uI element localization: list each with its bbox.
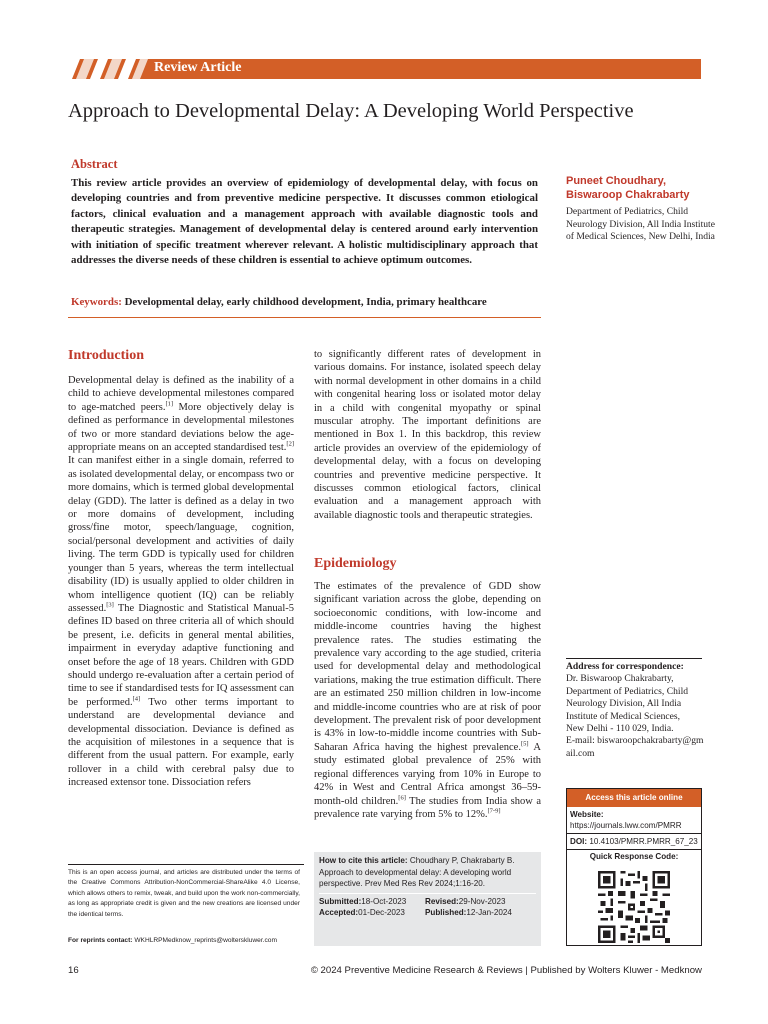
author-line-2: Biswaroop Chakrabarty <box>566 189 690 201</box>
author-affiliation: Department of Pediatrics, Child Neurology Division, All India Institute of Medical Sciences, New Delhi, India <box>566 206 715 243</box>
keywords-label: Keywords: <box>71 296 122 308</box>
citation-dates-row-2 <box>319 907 536 919</box>
intro-text-1: Developmental delay is defined as the inability of a child to achieve developmental milestones compared to age-matched peers. <box>68 375 294 413</box>
intro-text-4: The Diagnostic and Statistical Manual-5 defines ID based on three criteria all of which should be present, i.e. deficits in general mental abilities, impairment in everyday adaptive functioning and onset before the age of 18 years. Children with GDD should undergo re-evaluation after a certain period of time to see if standardised tests for IQ assessment can be performed. <box>68 602 294 708</box>
citation-ref[interactable]: [1] <box>165 400 174 408</box>
article-title: Approach to Developmental Delay: A Developing World Perspective <box>68 100 634 122</box>
license-text: This is an open access journal, and articles are distributed under the terms of the Creative Commons Attribution-NonCommercial-ShareAlike 4.0 License, which allows others to remix, tweak, and build upon the work non-commercially, as long as appropriate credit is given and the new creations are licensed under the identical terms. <box>68 869 300 918</box>
citation-ref[interactable]: [2] <box>286 440 294 448</box>
reprints-contact <box>68 937 308 944</box>
epidemiology-body <box>314 580 541 821</box>
page-number: 16 <box>68 965 79 976</box>
banner-stripes-decoration <box>68 59 158 79</box>
revised-value: 29-Nov-2023 <box>458 896 506 906</box>
doi-row <box>567 834 701 850</box>
submitted-label: Submitted: <box>319 896 362 906</box>
abstract-text: This review article provides an overview of epidemiology of developmental delay, with focus on developing countries and from preventive medicine perspective. It discusses common etiological factors, clinical evaluation and a management approach with available diagnostic tools and therapeutic strategies. Management of developmental delay is centered around early intervention with initiation of specific treatment wherever relevant. A holistic multidisciplinary approach that addresses the diverse needs of these children is essential to achieve optimum outcomes. <box>71 177 538 267</box>
intro-text-2: More objectively delay is defined as performance in developmental milestones of two or more standard deviations below the age-appropriate means on an accepted standardised test. <box>68 401 294 454</box>
website-row <box>567 807 701 834</box>
citation-label: How to cite this article: <box>319 856 408 865</box>
correspondence-department: Department of Pediatrics, Child Neurology Division, All India Institute of Medical Sciences, <box>566 685 689 722</box>
qr-code-icon[interactable] <box>598 871 670 943</box>
correspondence-label: Address for correspondence: <box>566 661 684 672</box>
published-label: Published: <box>425 908 467 918</box>
correspondence-city: New Delhi - 110 029, India. <box>566 723 674 735</box>
correspondence-divider <box>566 658 702 659</box>
doi-label: DOI: <box>570 837 588 846</box>
reprints-email[interactable]: WKHLRPMedknow_reprints@wolterskluwer.com <box>132 937 277 944</box>
accepted-value: 01-Dec-2023 <box>358 908 405 918</box>
doi-link[interactable]: 10.4103/PMRR.PMRR_67_23 <box>587 837 698 846</box>
author-line-1: Puneet Choudhary, <box>566 175 667 187</box>
keywords <box>71 296 541 308</box>
citation-box <box>314 852 541 946</box>
author-names <box>566 174 716 202</box>
citation-text <box>319 855 536 890</box>
published-date <box>425 907 512 919</box>
correspondence-name: Dr. Biswaroop Chakrabarty, <box>566 673 674 685</box>
access-online-header: Access this article online <box>567 789 701 807</box>
citation-divider <box>319 893 536 894</box>
article-type-label: Review Article <box>154 60 242 75</box>
epi-text-1: The estimates of the prevalence of GDD show significant variation across the globe, depending on socioeconomic conditions, with low-income and middle-income countries having the highest prevalence rates. The studies estimating the prevalence vary according to the age studied, criteria used for developmental delay and methodological variations, making the true estimation difficult. There are an estimated 250 million children in low-income and middle-income countries who are at risk of poor development. The prevalent risk of poor development is 43% in low-to-middle income countries with Sub-Saharan Africa having the highest prevalence. <box>314 581 541 753</box>
introduction-heading: Introduction <box>68 348 144 363</box>
keywords-list: Developmental delay, early childhood development, India, primary healthcare <box>124 296 487 308</box>
citation-ref[interactable]: [5] <box>520 740 529 748</box>
introduction-body <box>68 374 294 790</box>
reprints-label: For reprints contact: <box>68 937 133 944</box>
submitted-date <box>319 896 425 908</box>
citation-dates-row-1 <box>319 896 536 908</box>
footer-copyright: © 2024 Preventive Medicine Research & Reviews | Published by Wolters Kluwer - Medknow <box>310 965 702 976</box>
correspondence-email[interactable]: E-mail: biswaroopchakrabarty@gmail.com <box>566 735 704 759</box>
accepted-label: Accepted: <box>319 908 359 918</box>
published-value: 12-Jan-2024 <box>466 908 512 918</box>
article-type-banner <box>68 59 701 79</box>
submitted-value: 18-Oct-2023 <box>361 896 407 906</box>
introduction-continued: to significantly different rates of development in various domains. For instance, isolated speech delay with normal development in other domains in a child with congenital hearing loss or isolated motor delay in a child with congenital myopathy or spinal muscular atrophy. The important definitions are mentioned in Box 1. In this backdrop, this review article provides an overview of the epidemiology of developmental delay, with a focus on developing countries and preventive medicine perspective. It discusses common etiological factors, clinical evaluation and a management approach with available diagnostic tools and therapeutic strategies. <box>314 349 541 521</box>
keywords-divider <box>68 317 541 318</box>
website-label: Website: <box>570 810 604 819</box>
abstract-heading: Abstract <box>71 157 118 171</box>
accepted-date <box>319 907 425 919</box>
intro-text-5: Two other terms important to understand are developmental deviance and developmental dissociation. Deviance is defined as the acquisition of milestones in a sequence that is different from the usual pattern. For example, early rollover in a child with cerebral palsy due to increased extensor tone. Dissociation refers <box>68 696 295 789</box>
revised-date <box>425 896 506 908</box>
epi-text-3: The studies from India show a prevalence rate varying from 5% to 12%. <box>314 795 541 820</box>
citation-value: Choudhary P, Chakrabarty B. Approach to developmental delay: A developing world perspective. Prev Med Res Rev 2024;1:16-20. <box>319 856 515 889</box>
qr-code-label: Quick Response Code: <box>589 852 679 861</box>
license-divider <box>68 864 304 865</box>
citation-ref[interactable]: [4] <box>132 695 141 703</box>
citation-ref[interactable]: [6] <box>398 794 406 801</box>
intro-text-3: It can manifest either in a single domain, referred to as isolated developmental delay, or encompass two or more domains, which is termed global developmental delay (GDD). The latter is defined as a delay in two or more domains of development, including gross/fine motor, speech/language, cognition, social/personal development and activities of daily living. The term GDD is typically used for children younger than 5 years, whereas the term intellectual disability (ID) is usually applied to older children in whom intelligence quotient (IQ) can be reliably assessed. <box>68 455 294 614</box>
revised-label: Revised: <box>425 896 459 906</box>
correspondence-address <box>566 661 706 760</box>
citation-ref[interactable]: [7-9] <box>487 807 501 815</box>
access-online-box <box>566 788 702 946</box>
website-link[interactable]: https://journals.lww.com/PMRR <box>570 821 682 830</box>
citation-ref[interactable]: [3] <box>106 601 114 609</box>
epidemiology-heading: Epidemiology <box>314 556 397 571</box>
epi-text-2: A study estimated global prevalence of 25% with regional differences varying from 10% in Europe to 42% in West and Central Africa amongst 36–59-month-old children. <box>314 741 541 807</box>
